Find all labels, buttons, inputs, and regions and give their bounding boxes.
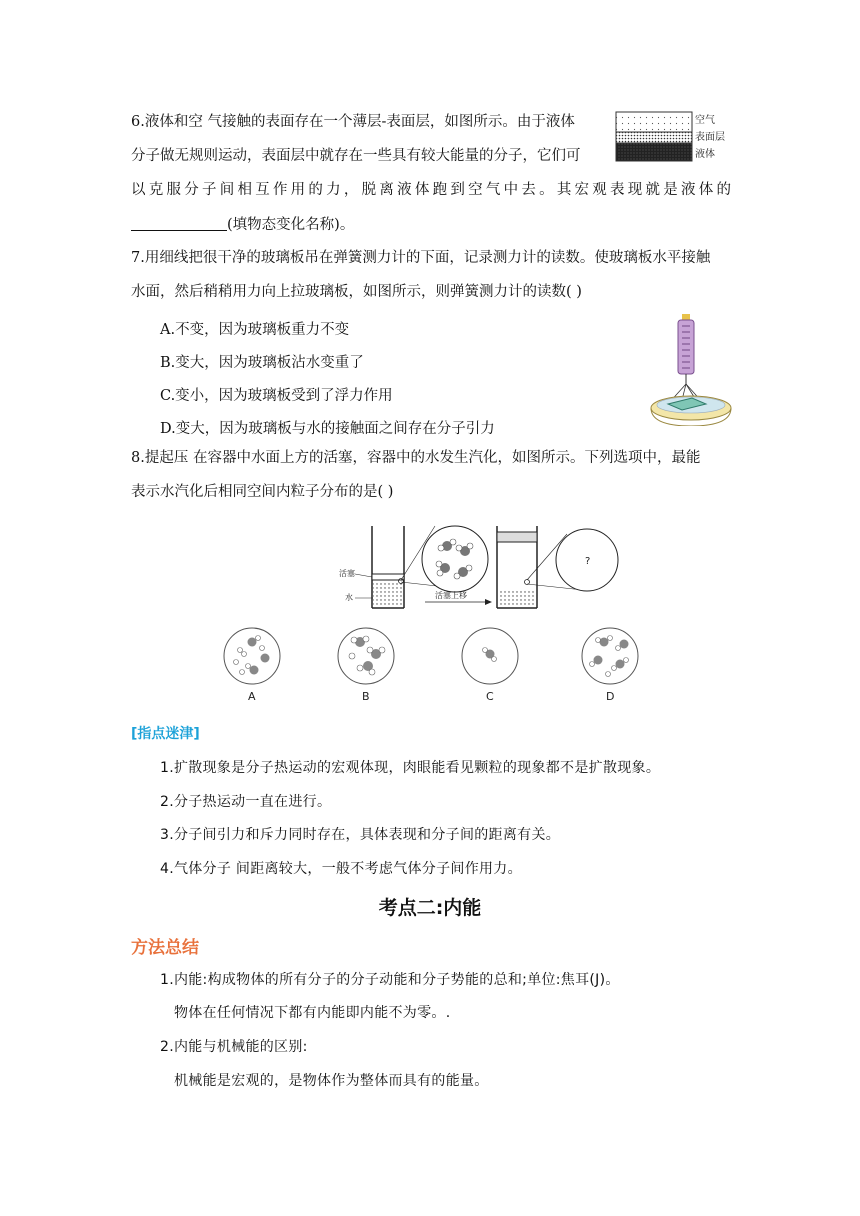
magnifier-before: [422, 526, 488, 592]
answer-blank: [131, 216, 227, 231]
q6-line-3-wrap: [131, 183, 731, 198]
q6-line-4-suffix: (填物态变化名称)。: [227, 217, 355, 233]
water-left: [373, 580, 403, 607]
hint-item-2: 2.分子热运动一直在进行。: [160, 794, 332, 810]
choice-a-diagram: [224, 628, 280, 684]
choice-d-label: D: [606, 690, 615, 703]
spring-scale-body: [678, 320, 694, 374]
q6-line-4: [131, 216, 354, 233]
choice-a-label: A: [248, 690, 256, 703]
q6-line-3: 以克服分子间相互作用的力，脱离液体跑到空气中去。其宏观表现就是液体的: [131, 182, 731, 198]
hint-item-3: 3.分子间引力和斥力同时存在，具体表现和分子间的距离有关。: [160, 827, 561, 843]
spring-scale-figure: [646, 308, 746, 426]
fig-label-surface: 表面层: [695, 132, 725, 143]
q7-line-2: 水面，然后稍稍用力向上拉玻璃板，如图所示，则弹簧测力计的读数( ): [131, 284, 582, 300]
q7-option-c: C.变小，因为玻璃板受到了浮力作用: [160, 388, 393, 404]
choice-diagrams: [220, 620, 660, 706]
piston-raised: [497, 532, 537, 542]
fig-label-liquid: 液体: [695, 149, 715, 160]
method-item-1-note: 物体在任何情况下都有内能即内能不为零。.: [174, 1005, 451, 1021]
hint-item-1: 1.扩散现象是分子热运动的宏观体现，肉眼能看见颗粒的现象都不是扩散现象。: [160, 760, 661, 776]
q8-line-2: 表示水汽化后相同空间内粒子分布的是( ): [131, 484, 394, 500]
scale-hook-top: [682, 314, 690, 320]
fig-label-air: 空气: [695, 115, 715, 126]
hints-heading: [指点迷津]: [131, 726, 200, 742]
q6-line-1: 6.液体和空 气接触的表面存在一个薄层-表面层，如图所示。由于液体: [131, 114, 575, 130]
method-item-2-note: 机械能是宏观的，是物体作为整体而具有的能量。: [174, 1073, 489, 1089]
q7-option-d: D.变大，因为玻璃板与水的接触面之间存在分子引力: [160, 421, 495, 437]
water-right: [498, 590, 536, 607]
label-question: ?: [585, 556, 591, 567]
method-item-1: 1.内能:构成物体的所有分子的分子动能和分子势能的总和;单位:焦耳(J)。: [160, 972, 620, 988]
section-title: 考点二:内能: [378, 897, 482, 919]
q8-line-1: 8.提起压 在容器中水面上方的活塞，容器中的水发生汽化，如图所示。下列选项中，最能: [131, 450, 701, 466]
surface-layer-figure: [615, 110, 735, 166]
q7-option-b: B.变大，因为玻璃板沾水变重了: [160, 355, 364, 371]
choice-b-label: B: [362, 690, 370, 703]
surface-layer-region: [616, 132, 692, 143]
method-heading: 方法总结: [131, 938, 199, 958]
label-piston: 活塞: [339, 569, 355, 578]
q7-option-a: A.不变，因为玻璃板重力不变: [160, 322, 350, 338]
air-region: [616, 112, 692, 132]
label-water: 水: [345, 593, 353, 602]
label-piston-up: 活塞上移: [435, 591, 467, 600]
liquid-region: [616, 143, 692, 161]
choice-c-label: C: [486, 690, 494, 703]
q6-line-2: 分子做无规则运动，表面层中就存在一些具有较大能量的分子，它们可: [131, 148, 581, 164]
method-item-2: 2.内能与机械能的区别:: [160, 1039, 308, 1055]
hint-item-4: 4.气体分子 间距离较大，一般不考虑气体分子间作用力。: [160, 861, 522, 877]
q7-line-1: 7.用细线把很干净的玻璃板吊在弹簧测力计的下面，记录测力计的读数。使玻璃板水平接触: [131, 250, 711, 266]
